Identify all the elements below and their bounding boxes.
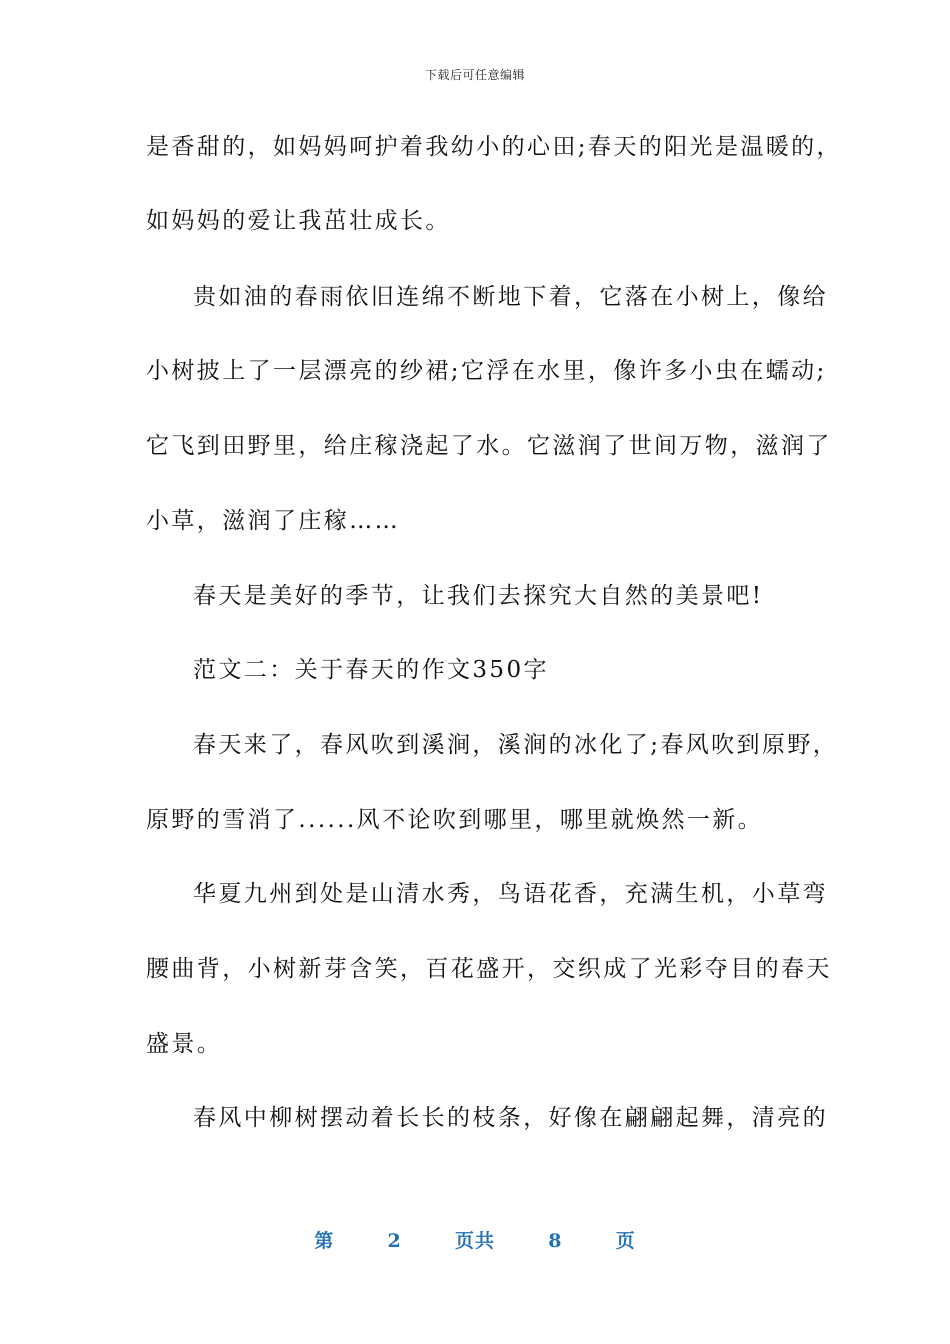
footer-middle: 页共 — [454, 1230, 495, 1252]
footer-current-page: 2 — [387, 1230, 402, 1252]
text-line: 盛景。 — [146, 1031, 223, 1057]
footer-prefix: 第 — [314, 1230, 335, 1252]
text-line: 如妈妈的爱让我茁壮成长。 — [146, 208, 451, 234]
page-number-footer — [0, 1226, 950, 1253]
section-heading: 范文二：关于春天的作文350字 — [193, 657, 549, 683]
paragraph-first-line: 贵如油的春雨依旧连绵不断地下着，它落在小树上，像给 — [193, 284, 828, 310]
footer-suffix: 页 — [615, 1230, 636, 1252]
text-line: 它飞到田野里，给庄稼浇起了水。它滋润了世间万物，滋润了 — [146, 433, 832, 459]
page-header: 下载后可任意编辑 — [424, 68, 525, 82]
paragraph-first-line: 春天是美好的季节，让我们去探究大自然的美景吧! — [193, 583, 764, 609]
paragraph-first-line: 华夏九州到处是山清水秀，鸟语花香，充满生机，小草弯 — [193, 881, 828, 907]
text-line: 小草，滋润了庄稼…… — [146, 508, 400, 534]
paragraph-first-line: 春风中柳树摆动着长长的枝条，好像在翩翩起舞，清亮的 — [193, 1105, 828, 1131]
paragraph-first-line: 春天来了，春风吹到溪涧，溪涧的冰化了;春风吹到原野， — [193, 732, 839, 758]
footer-total-pages: 8 — [548, 1230, 563, 1252]
text-line: 腰曲背，小树新芽含笑，百花盛开，交织成了光彩夺目的春天 — [146, 956, 832, 982]
text-line: 原野的雪消了......风不论吹到哪里，哪里就焕然一新。 — [146, 807, 764, 833]
text-line: 是香甜的，如妈妈呵护着我幼小的心田;春天的阳光是温暖的， — [146, 134, 842, 160]
text-line: 小树披上了一层漂亮的纱裙;它浮在水里，像许多小虫在蠕动; — [146, 358, 827, 384]
